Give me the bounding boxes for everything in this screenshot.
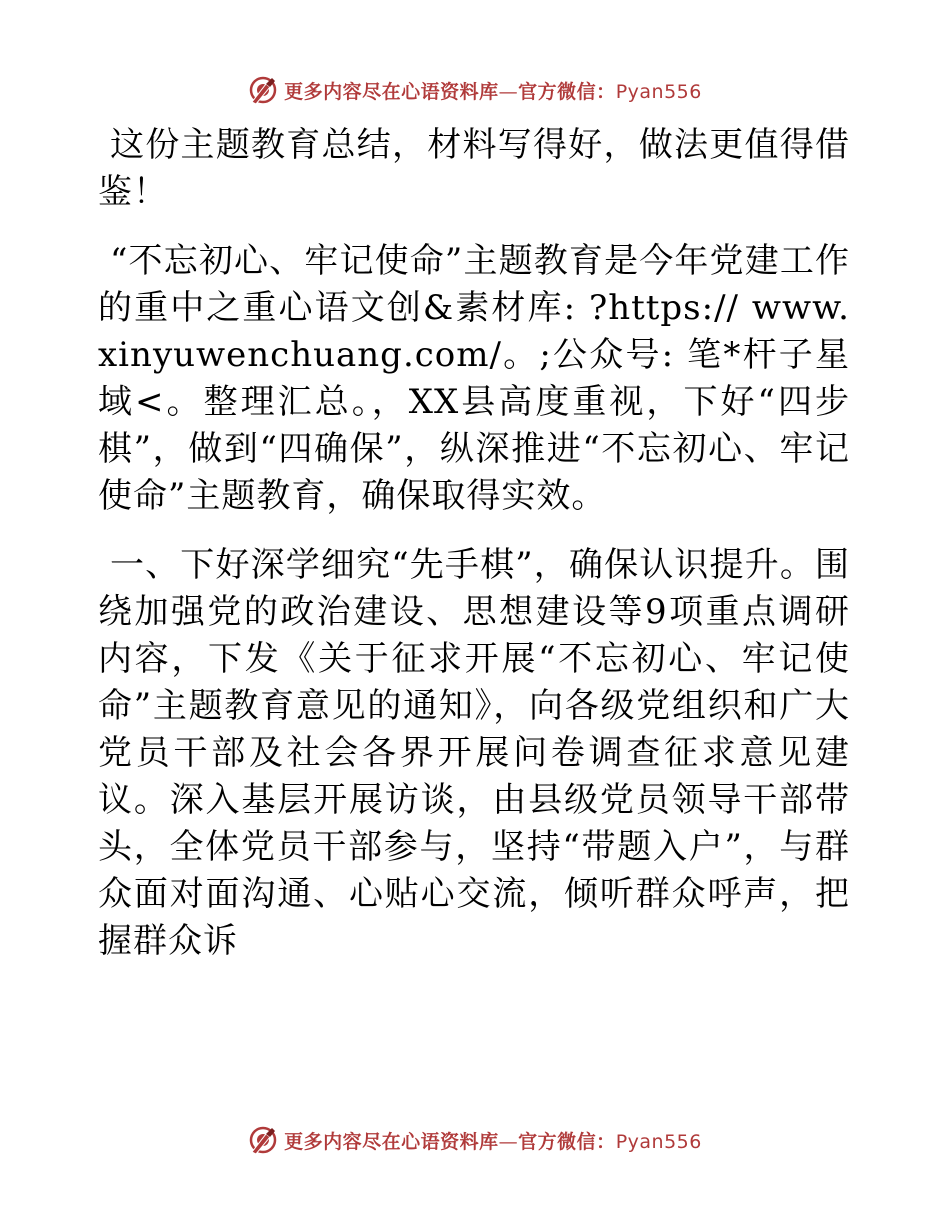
- header-watermark-banner: [0, 70, 950, 110]
- watermark-text: 更多内容尽在心语资料库—官方微信：Pyan556: [284, 1130, 702, 1153]
- paragraph-intro: 这份主题教育总结，材料写得好，做法更值得借鉴！: [98, 125, 850, 212]
- pen-logo-icon: [248, 75, 278, 105]
- paragraph-section-one: 一、下好深学细究“先手棋”，确保认识提升。围绕加强党的政治建设、思想建设等9项重点调研内容，下发《关于征求开展“不忘初心、牢记使命”主题教育意见的通知》，向各级党组织和广大党员干部及社会各界开展问卷调查征求意见建议。深入基层开展访谈，由县级党员领导干部带头，全体党员干部参与，坚持“带题入户”，与群众面对面沟通、心贴心交流，倾听群众呼声，把握群众诉: [98, 545, 850, 961]
- watermark-text: 更多内容尽在心语资料库—官方微信：Pyan556: [284, 80, 702, 103]
- pen-logo-icon: [248, 1125, 278, 1155]
- paragraph-overview: “不忘初心、牢记使命”主题教育是今年党建工作的重中之重心语文创&素材库: ?https:// www.xinyuwenchuang.com/。;公众号: 笔*杆子星域<。整理汇总。，XX县高度重视，下好“四步棋”，做到“四确保”，纵深推进“不忘初心、牢记使命”主题教育，确保取得实效。: [98, 241, 850, 516]
- document-body: [98, 122, 850, 965]
- footer-watermark-banner: [0, 1120, 950, 1160]
